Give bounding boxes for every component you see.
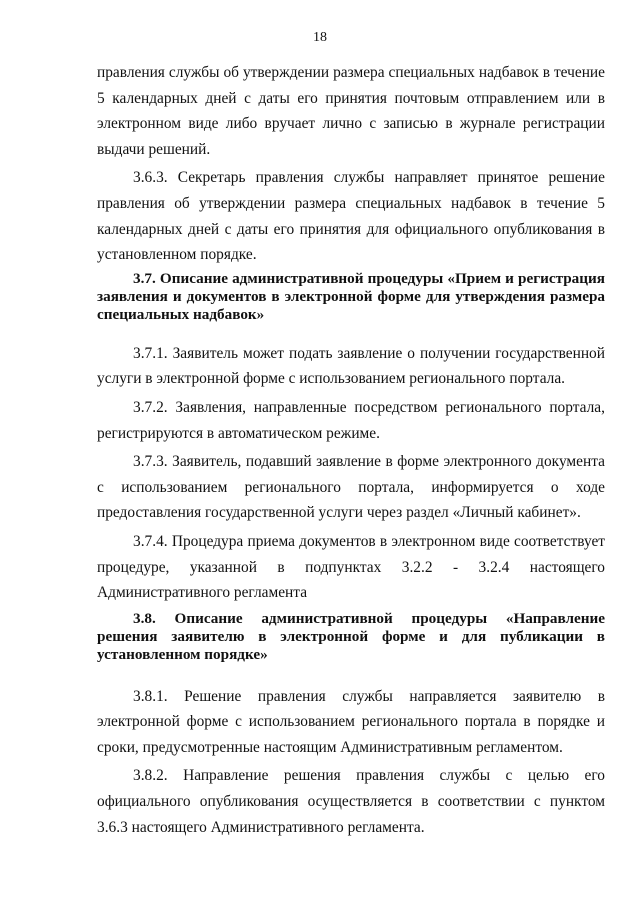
page-number: 18: [313, 30, 327, 45]
paragraph-3-8-1: 3.8.1. Решение правления службы направляется заявителю в электронной форме с использованием регионального портала в порядке и сроки, предусмотренные настоящим Административным регламентом.: [97, 687, 605, 756]
paragraph-3-7-1: 3.7.1. Заявитель может подать заявление о получении государственной услуги в электронной форме с использованием регионального портала.: [97, 344, 605, 388]
paragraph-3-7-3: 3.7.3. Заявитель, подавший заявление в форме электронного документа с использованием регионального портала, информируется о ходе предоставления государственной услуги через раздел «Личный кабинет».: [97, 453, 605, 522]
document-body: [97, 60, 605, 840]
paragraph-3-8-2: 3.8.2. Направление решения правления службы с целью его официального опубликования осуществляется в соответствии с пунктом 3.6.3 настоящего Административного регламента.: [97, 767, 605, 836]
paragraph-3-6-3: 3.6.3. Секретарь правления службы направляет принятое решение правления об утверждении размера специальных надбавок в течение 5 календарных дней с даты его принятия для официального опубликования в установленном порядке.: [97, 169, 605, 264]
paragraph-3-7-4: 3.7.4. Процедура приема документов в электронном виде соответствует процедуре, указанной в подпунктах 3.2.2 - 3.2.4 настоящего Административного регламента: [97, 532, 605, 602]
paragraph-3-7-2: 3.7.2. Заявления, направленные посредством регионального портала, регистрируются в автоматическом режиме.: [97, 398, 605, 442]
paragraph-continuation: правления службы об утверждении размера специальных надбавок в течение 5 календарных дней с даты его принятия почтовым отправлением или в электронном виде либо вручает лично с записью в журнале регистрации выдачи решений.: [97, 64, 605, 158]
section-heading-3-7: 3.7. Описание административной процедуры «Прием и регистрация заявления и документов в электронной форме для утверждения размера специальных надбавок»: [97, 269, 605, 323]
section-heading-3-8: 3.8. Описание административной процедуры «Направление решения заявителю в электронной форме и для публикации в установленном порядке»: [97, 609, 605, 663]
